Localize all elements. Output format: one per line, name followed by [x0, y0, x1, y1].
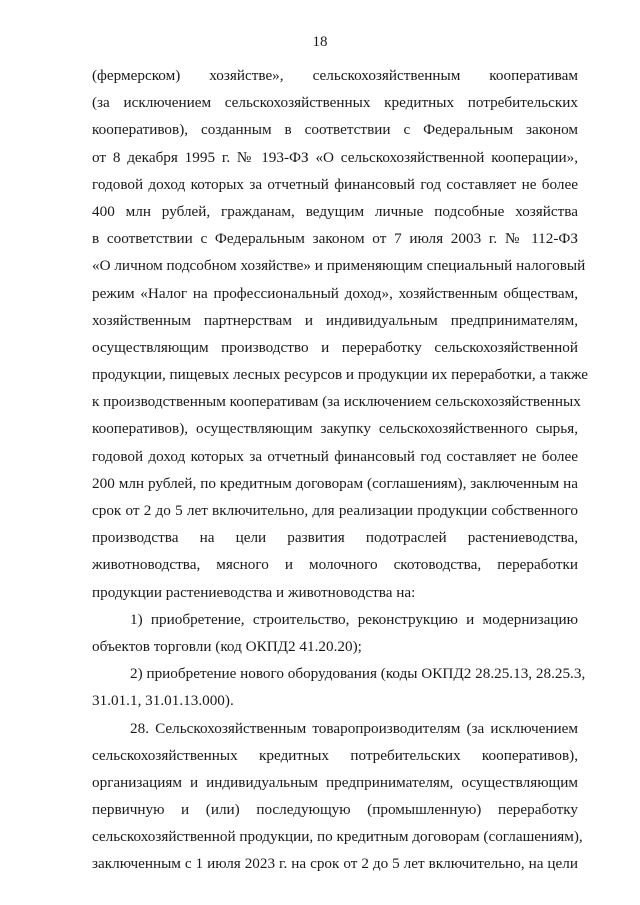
- text-line: сельскохозяйственных кредитных потребительских кооперативов),: [92, 746, 578, 764]
- text-line: (за исключением сельскохозяйственных кредитных потребительских: [92, 94, 578, 112]
- text-line: осуществляющим производство и переработку сельскохозяйственной: [92, 338, 578, 356]
- text-line: производства на цели развития подотраслей растениеводства,: [92, 529, 578, 547]
- text-line: 31.01.1, 31.01.13.000).: [92, 692, 234, 710]
- text-line: сельскохозяйственной продукции, по кредитным договорам (соглашениям),: [92, 828, 583, 846]
- text-line: от 8 декабря 1995 г. № 193-ФЗ «О сельскохозяйственной кооперации»,: [92, 148, 578, 166]
- text-line: продукции растениеводства и животноводства на:: [92, 583, 416, 601]
- text-line: организациям и индивидуальным предпринимателям, осуществляющим: [92, 773, 578, 791]
- text-line: (фермерском) хозяйстве», сельскохозяйственным кооперативам: [92, 67, 578, 84]
- text-line: к производственным кооперативам (за исключением сельскохозяйственных: [92, 393, 581, 411]
- text-line: кооперативов), созданным в соответствии с Федеральным законом: [92, 121, 578, 139]
- text-line: 1) приобретение, строительство, реконструкцию и модернизацию: [130, 610, 578, 628]
- text-line: объектов торговли (код ОКПД2 41.20.20);: [92, 637, 362, 655]
- text-line: заключенным с 1 июля 2023 г. на срок от 2 до 5 лет включительно, на цели: [92, 855, 578, 873]
- text-line: 200 млн рублей, по кредитным договорам (соглашениям), заключенным на: [92, 474, 578, 492]
- text-line: продукции, пищевых лесных ресурсов и продукции их переработки, а также: [92, 366, 589, 384]
- text-line: 28. Сельскохозяйственным товаропроизводителям (за исключением: [130, 719, 578, 737]
- text-line: хозяйственным партнерствам и индивидуальным предпринимателям,: [92, 311, 578, 329]
- text-line: кооперативов), осуществляющим закупку сельскохозяйственного сырья,: [92, 420, 578, 438]
- text-line: животноводства, мясного и молочного скотоводства, переработки: [92, 556, 578, 574]
- text-line: 2) приобретение нового оборудования (коды ОКПД2 28.25.13, 28.25.3,: [130, 665, 586, 683]
- text-line: первичную и (или) последующую (промышленную) переработку: [92, 801, 578, 819]
- text-line: срок от 2 до 5 лет включительно, для реализации продукции собственного: [92, 502, 578, 519]
- text-line: режим «Налог на профессиональный доход», хозяйственным обществам,: [92, 284, 578, 302]
- text-line: годовой доход которых за отчетный финансовый год составляет не более: [92, 175, 578, 193]
- text-line: 400 млн рублей, гражданам, ведущим личные подсобные хозяйства: [92, 202, 578, 220]
- text-line: годовой доход которых за отчетный финансовый год составляет не более: [92, 447, 578, 465]
- body-text: [92, 62, 589, 878]
- text-line: «О личном подсобном хозяйстве» и применяющим специальный налоговый: [92, 257, 586, 275]
- page-number: 18: [312, 34, 328, 50]
- text-line: в соответствии с Федеральным законом от 7 июля 2003 г. № 112-ФЗ: [92, 230, 578, 248]
